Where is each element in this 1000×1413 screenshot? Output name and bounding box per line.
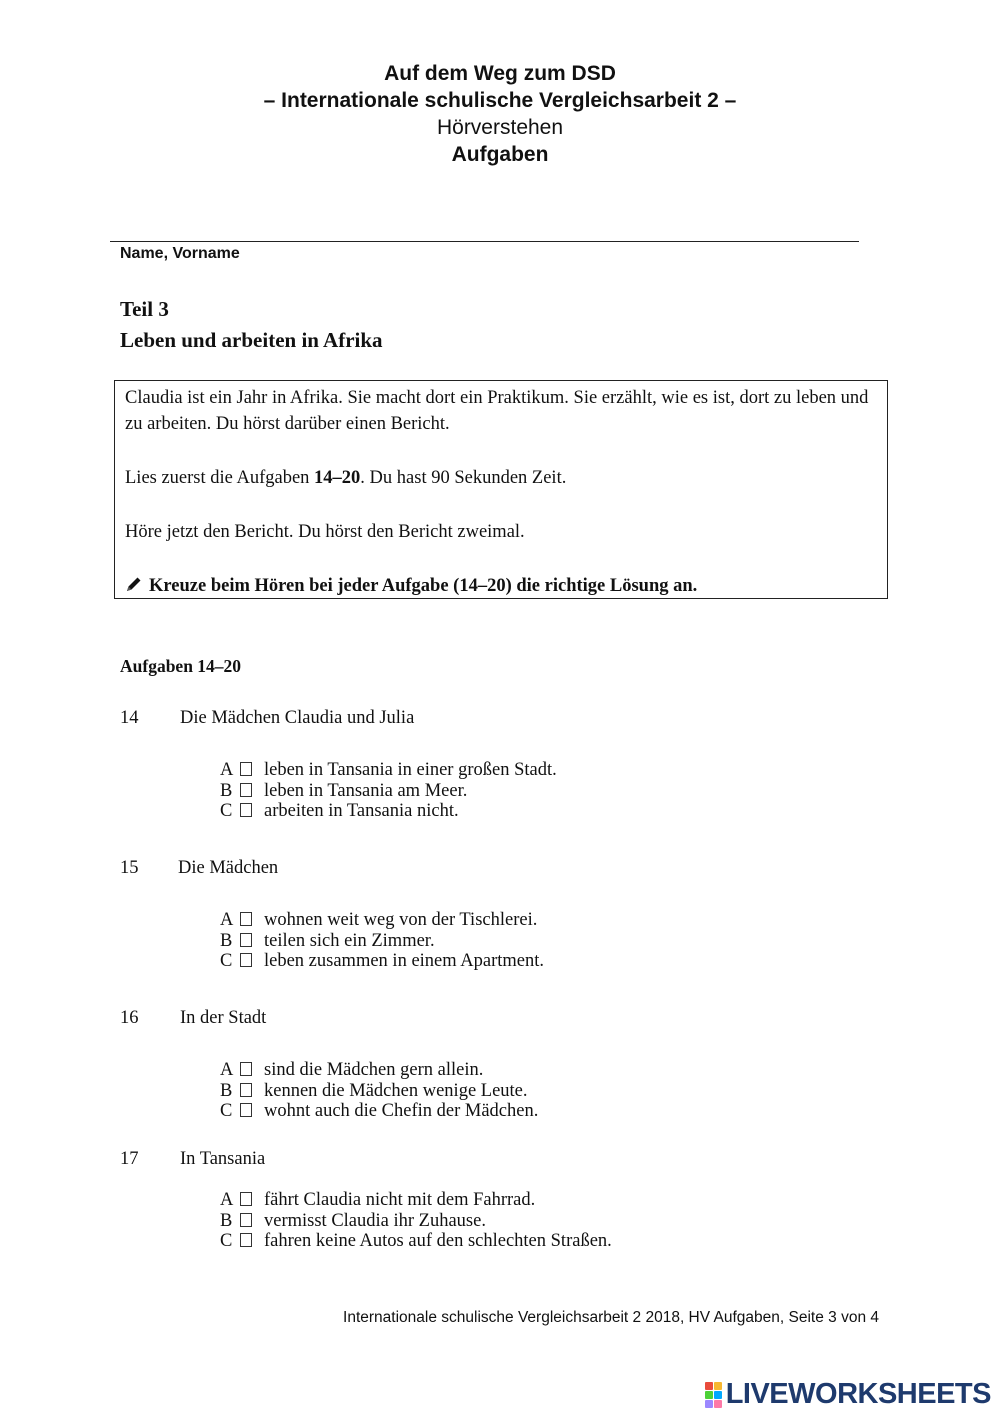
question-number: 15 (120, 858, 139, 878)
option-text: teilen sich ein Zimmer. (264, 930, 435, 951)
option-letter: A (220, 760, 234, 780)
checkbox-15-a[interactable] (240, 912, 252, 926)
option-letter: B (220, 780, 233, 801)
checkbox-16-c[interactable] (240, 1103, 252, 1117)
section-heading (120, 294, 383, 356)
header-title: Auf dem Weg zum DSD (384, 62, 616, 85)
liveworksheets-logo[interactable] (705, 1378, 991, 1411)
option-letter: C (220, 801, 233, 821)
option-text: wohnt auch die Chefin der Mädchen. (264, 1101, 539, 1121)
checkbox-16-b[interactable] (240, 1083, 252, 1097)
checkbox-17-a[interactable] (240, 1192, 252, 1206)
option-17-c (220, 1231, 612, 1252)
question-number: 17 (120, 1149, 139, 1169)
question-15 (120, 858, 278, 879)
option-letter: B (220, 930, 233, 951)
options-15 (220, 910, 544, 972)
option-letter: C (220, 1231, 233, 1251)
question-stem: In der Stadt (180, 1008, 267, 1028)
logo-tiles-icon (705, 1382, 722, 1408)
option-text: leben zusammen in einem Apartment. (264, 951, 544, 971)
logo-tile (714, 1382, 722, 1390)
logo-tile (714, 1391, 722, 1399)
logo-text: LIVEWORKSHEETS (725, 1378, 991, 1410)
option-17-a (220, 1190, 612, 1211)
question-stem: Die Mädchen (178, 858, 279, 878)
instruction-paragraph-4 (125, 573, 877, 601)
instruction-p2-post: . Du hast 90 Sekunden Zeit. (360, 468, 567, 488)
option-15-a (220, 910, 544, 931)
name-label: Name, Vorname (120, 245, 240, 262)
option-14-a (220, 760, 557, 781)
question-16 (120, 1008, 266, 1029)
option-letter: C (220, 951, 233, 971)
options-17 (220, 1190, 612, 1252)
question-17 (120, 1149, 265, 1170)
option-text: sind die Mädchen gern allein. (264, 1060, 484, 1080)
tasks-heading: Aufgaben 14–20 (120, 656, 242, 676)
logo-tile (705, 1382, 713, 1390)
option-text: kennen die Mädchen wenige Leute. (264, 1080, 528, 1101)
instruction-paragraph-2 (125, 465, 877, 491)
logo-tile (705, 1400, 713, 1408)
option-15-c (220, 951, 544, 972)
checkbox-15-c[interactable] (240, 953, 252, 967)
checkbox-14-b[interactable] (240, 783, 252, 797)
logo-tile (705, 1391, 713, 1399)
instruction-p4-text: Kreuze beim Hören bei jeder Aufgabe (14–20) die richtige Lösung an. (149, 576, 698, 596)
options-14 (220, 760, 557, 822)
instruction-p2-pre: Lies zuerst die Aufgaben (125, 468, 315, 488)
question-number: 16 (120, 1008, 139, 1028)
option-17-b (220, 1211, 612, 1232)
option-text: fahren keine Autos auf den schlechten Straßen. (264, 1231, 612, 1251)
document-header (0, 60, 1000, 168)
option-letter: A (220, 910, 234, 930)
instruction-paragraph-1: Claudia ist ein Jahr in Afrika. Sie macht dort ein Praktikum. Sie erzählt, wie es ist, dort zu leben und zu arbeiten. Du hörst darüber einen Bericht. (125, 388, 869, 434)
logo-tile (714, 1400, 722, 1408)
name-input-line[interactable] (110, 241, 859, 242)
checkbox-14-a[interactable] (240, 762, 252, 776)
header-aufgaben: Aufgaben (451, 143, 549, 166)
option-16-a (220, 1060, 538, 1081)
instruction-box (114, 380, 888, 599)
option-text: leben in Tansania in einer großen Stadt. (264, 760, 557, 780)
option-letter: B (220, 1210, 233, 1231)
options-16 (220, 1060, 538, 1122)
option-14-c (220, 801, 557, 822)
option-text: arbeiten in Tansania nicht. (264, 801, 459, 821)
pencil-icon (125, 575, 143, 601)
page-footer: Internationale schulische Vergleichsarbeit 2 2018, HV Aufgaben, Seite 3 von 4 (343, 1309, 879, 1326)
header-subtitle: – Internationale schulische Vergleichsarbeit 2 – (263, 89, 737, 112)
checkbox-17-c[interactable] (240, 1233, 252, 1247)
option-letter: A (220, 1190, 234, 1210)
option-text: vermisst Claudia ihr Zuhause. (264, 1210, 486, 1231)
checkbox-17-b[interactable] (240, 1213, 252, 1227)
checkbox-16-a[interactable] (240, 1062, 252, 1076)
section-teil: Teil 3 (120, 297, 169, 321)
option-letter: A (220, 1060, 234, 1080)
question-number: 14 (120, 708, 139, 728)
option-text: leben in Tansania am Meer. (264, 780, 468, 801)
option-14-b (220, 781, 557, 802)
section-title: Leben und arbeiten in Afrika (120, 328, 383, 352)
instruction-paragraph-3: Höre jetzt den Bericht. Du hörst den Bericht zweimal. (125, 522, 525, 542)
question-stem: Die Mädchen Claudia und Julia (180, 708, 415, 728)
checkbox-14-c[interactable] (240, 803, 252, 817)
option-letter: C (220, 1101, 233, 1121)
checkbox-15-b[interactable] (240, 933, 252, 947)
option-16-b (220, 1081, 538, 1102)
option-15-b (220, 931, 544, 952)
option-text: fährt Claudia nicht mit dem Fahrrad. (264, 1190, 536, 1210)
question-14 (120, 708, 414, 729)
header-skill: Hörverstehen (436, 116, 564, 139)
instruction-p2-bold: 14–20 (314, 468, 361, 488)
option-text: wohnen weit weg von der Tischlerei. (264, 910, 538, 930)
option-16-c (220, 1101, 538, 1122)
option-letter: B (220, 1080, 233, 1101)
question-stem: In Tansania (180, 1149, 266, 1169)
